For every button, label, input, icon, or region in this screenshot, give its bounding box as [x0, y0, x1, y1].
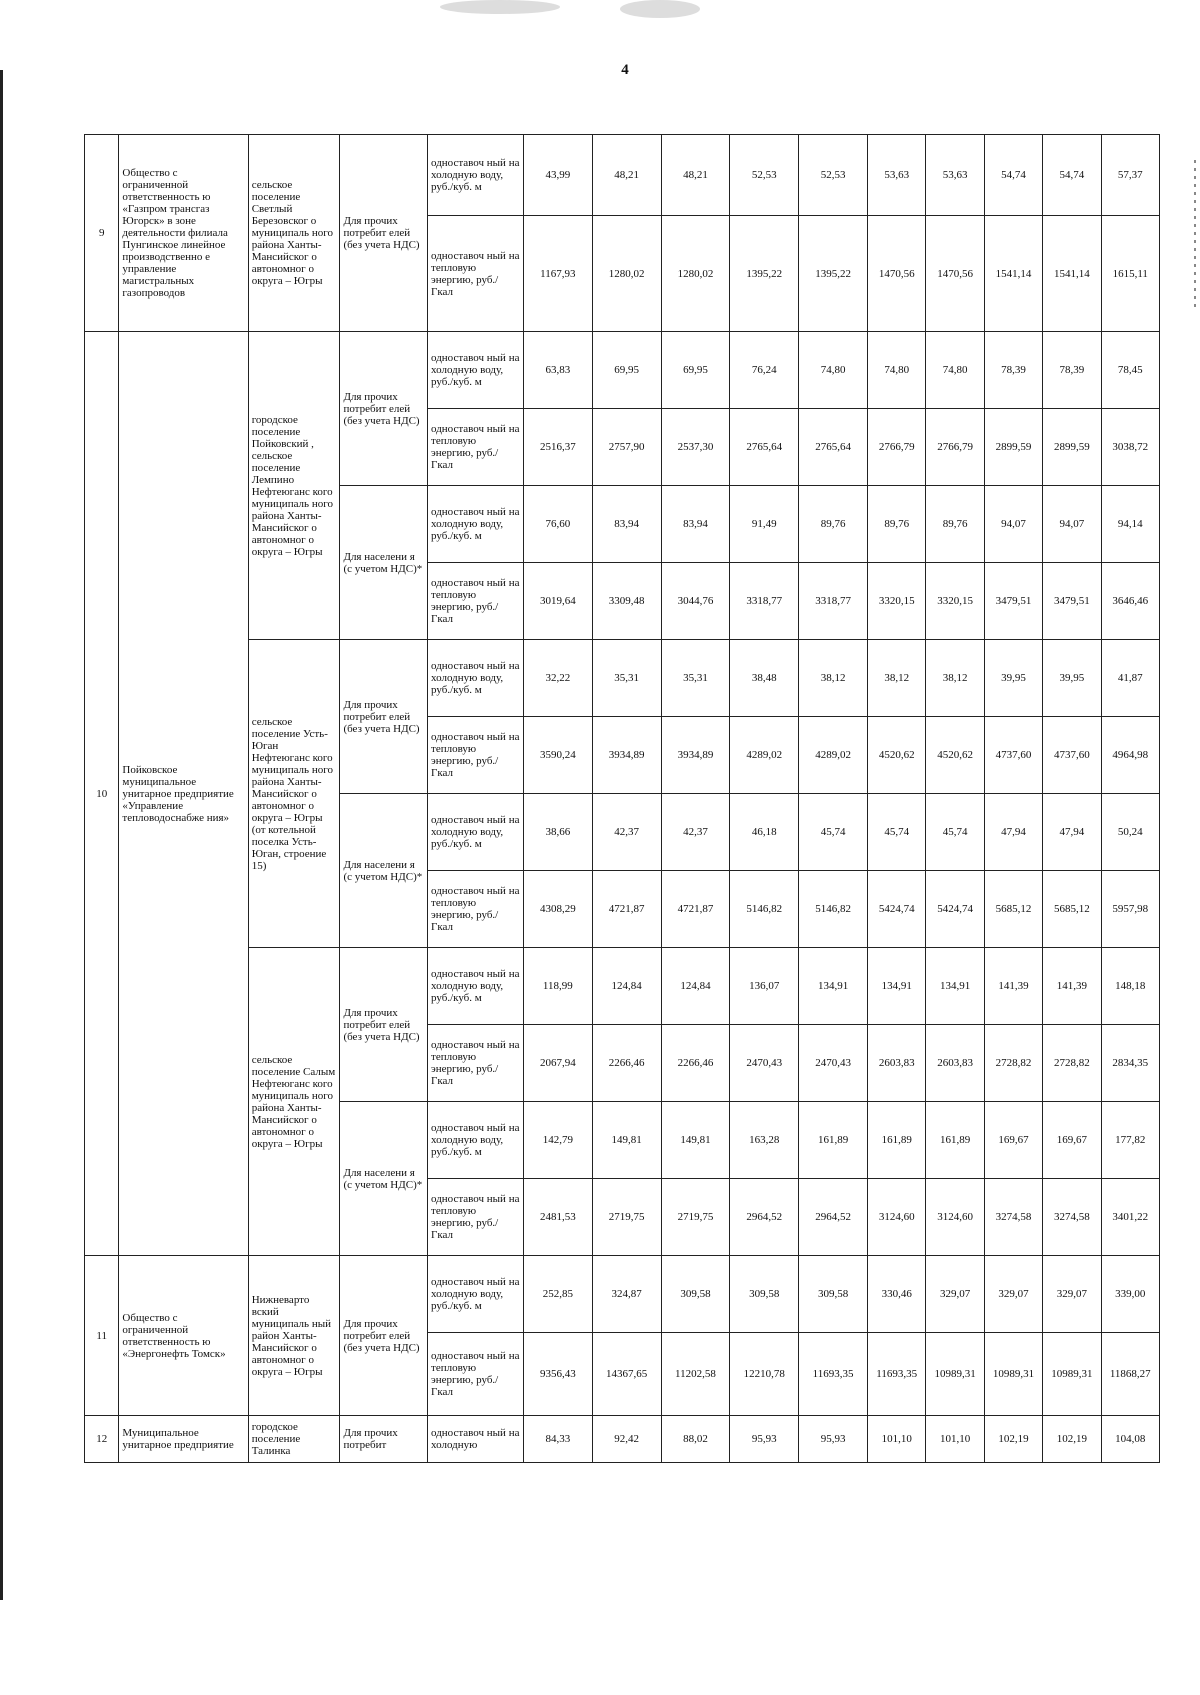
- heat-tariff-value: 4737,60: [984, 717, 1042, 794]
- water-tariff-value: 35,31: [592, 640, 661, 717]
- heat-tariff-value: 10989,31: [984, 1333, 1042, 1416]
- heat-tariff-value: 3124,60: [868, 1179, 926, 1256]
- heat-tariff-value: 1541,14: [1043, 216, 1101, 332]
- heat-tariff-value: 12210,78: [730, 1333, 799, 1416]
- territory: Нижневарто вский муниципаль ный район Ханты-Мансийског о автономног о округа – Югры: [248, 1256, 340, 1416]
- water-tariff-value: 69,95: [661, 332, 730, 409]
- heat-tariff-value: 3044,76: [661, 563, 730, 640]
- heat-tariff-value: 2603,83: [926, 1025, 984, 1102]
- heat-tariff-value: 2834,35: [1101, 1025, 1160, 1102]
- water-tariff-value: 92,42: [592, 1416, 661, 1463]
- heat-tariff-value: 3401,22: [1101, 1179, 1160, 1256]
- heat-tariff-value: 3479,51: [984, 563, 1042, 640]
- water-tariff-value: 53,63: [926, 135, 984, 216]
- water-tariff-value: 94,14: [1101, 486, 1160, 563]
- heat-tariff-value: 3124,60: [926, 1179, 984, 1256]
- water-tariff-indicator: одноставоч ный на холодную воду, руб./куб. м: [428, 135, 524, 216]
- water-tariff-value: 78,45: [1101, 332, 1160, 409]
- heat-tariff-value: 2470,43: [799, 1025, 868, 1102]
- heat-tariff-value: 3320,15: [926, 563, 984, 640]
- water-tariff-value: 95,93: [799, 1416, 868, 1463]
- water-tariff-indicator: одноставоч ный на холодную воду, руб./куб. м: [428, 486, 524, 563]
- water-tariff-value: 38,12: [926, 640, 984, 717]
- row-number: 10: [85, 332, 119, 1256]
- territory: сельское поселение Светлый Березовског о муниципаль ного района Ханты-Мансийског о автономног о округа – Югры: [248, 135, 340, 332]
- heat-tariff-value: 3479,51: [1043, 563, 1101, 640]
- consumer-group: Для прочих потребит елей (без учета НДС): [340, 332, 428, 486]
- water-tariff-value: 95,93: [730, 1416, 799, 1463]
- water-tariff-value: 124,84: [661, 948, 730, 1025]
- water-tariff-value: 104,08: [1101, 1416, 1160, 1463]
- heat-tariff-value: 3274,58: [984, 1179, 1042, 1256]
- water-tariff-value: 149,81: [592, 1102, 661, 1179]
- heat-tariff-value: 5685,12: [984, 871, 1042, 948]
- territory: сельское поселение Салым Нефтеюганс кого муниципаль ного района Ханты-Мансийског о автономног о округа – Югры: [248, 948, 340, 1256]
- water-tariff-indicator: одноставоч ный на холодную воду, руб./куб. м: [428, 948, 524, 1025]
- heat-tariff-value: 5424,74: [868, 871, 926, 948]
- water-tariff-value: 161,89: [868, 1102, 926, 1179]
- heat-tariff-indicator: одноставоч ный на тепловую энергию, руб./ Гкал: [428, 563, 524, 640]
- organization-name: Муниципальное унитарное предприятие: [119, 1416, 248, 1463]
- row-number: 9: [85, 135, 119, 332]
- water-tariff-value: 102,19: [1043, 1416, 1101, 1463]
- consumer-group: Для прочих потребит: [340, 1416, 428, 1463]
- heat-tariff-value: 11868,27: [1101, 1333, 1160, 1416]
- heat-tariff-value: 3318,77: [730, 563, 799, 640]
- consumer-group: Для прочих потребит елей (без учета НДС): [340, 1256, 428, 1416]
- tariff-table-body: [85, 135, 1160, 1463]
- heat-tariff-value: 10989,31: [1043, 1333, 1101, 1416]
- water-tariff-value: 89,76: [926, 486, 984, 563]
- consumer-group: Для прочих потребит елей (без учета НДС): [340, 135, 428, 332]
- water-tariff-value: 94,07: [1043, 486, 1101, 563]
- water-tariff-value: 101,10: [868, 1416, 926, 1463]
- water-tariff-value: 74,80: [799, 332, 868, 409]
- consumer-group: Для прочих потребит елей (без учета НДС): [340, 948, 428, 1102]
- table-row: [85, 1256, 1160, 1333]
- water-tariff-value: 330,46: [868, 1256, 926, 1333]
- heat-tariff-value: 1395,22: [730, 216, 799, 332]
- water-tariff-value: 32,22: [523, 640, 592, 717]
- water-tariff-value: 84,33: [523, 1416, 592, 1463]
- heat-tariff-value: 2067,94: [523, 1025, 592, 1102]
- heat-tariff-indicator: одноставоч ный на тепловую энергию, руб./ Гкал: [428, 717, 524, 794]
- scan-noise: [620, 0, 700, 18]
- heat-tariff-value: 2603,83: [868, 1025, 926, 1102]
- water-tariff-value: 252,85: [523, 1256, 592, 1333]
- water-tariff-value: 43,99: [523, 135, 592, 216]
- heat-tariff-value: 2766,79: [926, 409, 984, 486]
- heat-tariff-value: 5146,82: [799, 871, 868, 948]
- heat-tariff-value: 11693,35: [868, 1333, 926, 1416]
- heat-tariff-value: 1280,02: [592, 216, 661, 332]
- water-tariff-value: 89,76: [799, 486, 868, 563]
- water-tariff-indicator: одноставоч ный на холодную воду, руб./куб. м: [428, 640, 524, 717]
- water-tariff-value: 42,37: [661, 794, 730, 871]
- row-number: 12: [85, 1416, 119, 1463]
- heat-tariff-value: 5685,12: [1043, 871, 1101, 948]
- water-tariff-value: 83,94: [592, 486, 661, 563]
- water-tariff-value: 169,67: [1043, 1102, 1101, 1179]
- heat-tariff-value: 4737,60: [1043, 717, 1101, 794]
- heat-tariff-value: 2516,37: [523, 409, 592, 486]
- heat-tariff-value: 4520,62: [868, 717, 926, 794]
- water-tariff-value: 78,39: [984, 332, 1042, 409]
- water-tariff-value: 142,79: [523, 1102, 592, 1179]
- water-tariff-value: 54,74: [1043, 135, 1101, 216]
- water-tariff-value: 57,37: [1101, 135, 1160, 216]
- heat-tariff-value: 14367,65: [592, 1333, 661, 1416]
- water-tariff-value: 309,58: [799, 1256, 868, 1333]
- heat-tariff-value: 3038,72: [1101, 409, 1160, 486]
- water-tariff-value: 45,74: [926, 794, 984, 871]
- heat-tariff-indicator: одноставоч ный на тепловую энергию, руб./ Гкал: [428, 409, 524, 486]
- water-tariff-value: 169,67: [984, 1102, 1042, 1179]
- heat-tariff-value: 5957,98: [1101, 871, 1160, 948]
- water-tariff-value: 324,87: [592, 1256, 661, 1333]
- heat-tariff-value: 3318,77: [799, 563, 868, 640]
- heat-tariff-value: 4964,98: [1101, 717, 1160, 794]
- heat-tariff-value: 2266,46: [661, 1025, 730, 1102]
- heat-tariff-value: 9356,43: [523, 1333, 592, 1416]
- consumer-group: Для населени я (с учетом НДС)*: [340, 1102, 428, 1256]
- scan-margin-dashes: [1194, 160, 1196, 310]
- water-tariff-value: 118,99: [523, 948, 592, 1025]
- consumer-group: Для населени я (с учетом НДС)*: [340, 486, 428, 640]
- row-number: 11: [85, 1256, 119, 1416]
- water-tariff-value: 38,12: [868, 640, 926, 717]
- heat-tariff-value: 2719,75: [592, 1179, 661, 1256]
- heat-tariff-value: 4289,02: [799, 717, 868, 794]
- water-tariff-value: 50,24: [1101, 794, 1160, 871]
- heat-tariff-value: 3934,89: [592, 717, 661, 794]
- water-tariff-value: 53,63: [868, 135, 926, 216]
- organization-name: Пойковское муниципальное унитарное предприятие «Управление тепловодоснабже ния»: [119, 332, 248, 1256]
- water-tariff-value: 38,48: [730, 640, 799, 717]
- water-tariff-indicator: одноставоч ный на холодную воду, руб./куб. м: [428, 1102, 524, 1179]
- heat-tariff-value: 11202,58: [661, 1333, 730, 1416]
- heat-tariff-value: 2899,59: [984, 409, 1042, 486]
- heat-tariff-value: 2964,52: [799, 1179, 868, 1256]
- water-tariff-value: 47,94: [1043, 794, 1101, 871]
- water-tariff-value: 52,53: [799, 135, 868, 216]
- organization-name: Общество с ограниченной ответственность ю «Газпром трансгаз Югорск» в зоне деятельности филиала Пунгинское линейное производственно е управление магистральных газопроводов: [119, 135, 248, 332]
- heat-tariff-value: 1470,56: [868, 216, 926, 332]
- scan-margin-line: [0, 70, 3, 1600]
- water-tariff-value: 163,28: [730, 1102, 799, 1179]
- water-tariff-value: 309,58: [730, 1256, 799, 1333]
- table-row: [85, 135, 1160, 216]
- heat-tariff-value: 3274,58: [1043, 1179, 1101, 1256]
- heat-tariff-value: 3320,15: [868, 563, 926, 640]
- table-row: [85, 1416, 1160, 1463]
- heat-tariff-value: 4721,87: [592, 871, 661, 948]
- water-tariff-value: 48,21: [661, 135, 730, 216]
- heat-tariff-value: 2719,75: [661, 1179, 730, 1256]
- water-tariff-value: 42,37: [592, 794, 661, 871]
- heat-tariff-value: 4520,62: [926, 717, 984, 794]
- heat-tariff-value: 2470,43: [730, 1025, 799, 1102]
- heat-tariff-value: 11693,35: [799, 1333, 868, 1416]
- water-tariff-value: 78,39: [1043, 332, 1101, 409]
- water-tariff-value: 63,83: [523, 332, 592, 409]
- water-tariff-value: 89,76: [868, 486, 926, 563]
- heat-tariff-value: 2728,82: [984, 1025, 1042, 1102]
- water-tariff-value: 52,53: [730, 135, 799, 216]
- heat-tariff-value: 2266,46: [592, 1025, 661, 1102]
- water-tariff-value: 76,24: [730, 332, 799, 409]
- water-tariff-value: 124,84: [592, 948, 661, 1025]
- heat-tariff-value: 2765,64: [730, 409, 799, 486]
- water-tariff-value: 38,12: [799, 640, 868, 717]
- heat-tariff-value: 1615,11: [1101, 216, 1160, 332]
- water-tariff-indicator: одноставоч ный на холодную воду, руб./куб. м: [428, 794, 524, 871]
- heat-tariff-value: 5146,82: [730, 871, 799, 948]
- water-tariff-value: 48,21: [592, 135, 661, 216]
- water-tariff-value: 177,82: [1101, 1102, 1160, 1179]
- heat-tariff-value: 4289,02: [730, 717, 799, 794]
- heat-tariff-indicator: одноставоч ный на тепловую энергию, руб./ Гкал: [428, 1179, 524, 1256]
- water-tariff-value: 41,87: [1101, 640, 1160, 717]
- water-tariff-value: 141,39: [1043, 948, 1101, 1025]
- heat-tariff-value: 5424,74: [926, 871, 984, 948]
- water-tariff-value: 329,07: [984, 1256, 1042, 1333]
- water-tariff-value: 38,66: [523, 794, 592, 871]
- consumer-group: Для прочих потребит елей (без учета НДС): [340, 640, 428, 794]
- heat-tariff-value: 1167,93: [523, 216, 592, 332]
- heat-tariff-value: 1395,22: [799, 216, 868, 332]
- water-tariff-indicator: одноставоч ный на холодную: [428, 1416, 524, 1463]
- water-tariff-value: 91,49: [730, 486, 799, 563]
- heat-tariff-value: 1470,56: [926, 216, 984, 332]
- territory: городское поселение Талинка: [248, 1416, 340, 1463]
- heat-tariff-value: 2899,59: [1043, 409, 1101, 486]
- heat-tariff-value: 2537,30: [661, 409, 730, 486]
- water-tariff-value: 45,74: [799, 794, 868, 871]
- water-tariff-value: 69,95: [592, 332, 661, 409]
- water-tariff-value: 101,10: [926, 1416, 984, 1463]
- water-tariff-value: 94,07: [984, 486, 1042, 563]
- heat-tariff-value: 1541,14: [984, 216, 1042, 332]
- heat-tariff-indicator: одноставоч ный на тепловую энергию, руб./ Гкал: [428, 1333, 524, 1416]
- heat-tariff-value: 10989,31: [926, 1333, 984, 1416]
- heat-tariff-value: 1280,02: [661, 216, 730, 332]
- water-tariff-indicator: одноставоч ный на холодную воду, руб./куб. м: [428, 332, 524, 409]
- water-tariff-value: 47,94: [984, 794, 1042, 871]
- water-tariff-value: 39,95: [1043, 640, 1101, 717]
- territory: сельское поселение Усть-Юган Нефтеюганс кого муниципаль ного района Ханты-Мансийског о автономног о округа – Югры (от котельной поселка Усть-Юган, строение 15): [248, 640, 340, 948]
- heat-tariff-value: 3309,48: [592, 563, 661, 640]
- page-number: 4: [621, 62, 629, 78]
- water-tariff-value: 74,80: [868, 332, 926, 409]
- water-tariff-value: 39,95: [984, 640, 1042, 717]
- water-tariff-value: 88,02: [661, 1416, 730, 1463]
- water-tariff-value: 76,60: [523, 486, 592, 563]
- water-tariff-indicator: одноставоч ный на холодную воду, руб./куб. м: [428, 1256, 524, 1333]
- water-tariff-value: 35,31: [661, 640, 730, 717]
- heat-tariff-value: 3646,46: [1101, 563, 1160, 640]
- water-tariff-value: 74,80: [926, 332, 984, 409]
- heat-tariff-value: 4721,87: [661, 871, 730, 948]
- water-tariff-value: 83,94: [661, 486, 730, 563]
- heat-tariff-value: 3019,64: [523, 563, 592, 640]
- heat-tariff-value: 3934,89: [661, 717, 730, 794]
- water-tariff-value: 309,58: [661, 1256, 730, 1333]
- water-tariff-value: 136,07: [730, 948, 799, 1025]
- water-tariff-value: 161,89: [926, 1102, 984, 1179]
- tariff-table: [84, 134, 1160, 1463]
- heat-tariff-value: 4308,29: [523, 871, 592, 948]
- heat-tariff-value: 2728,82: [1043, 1025, 1101, 1102]
- water-tariff-value: 134,91: [926, 948, 984, 1025]
- water-tariff-value: 329,07: [1043, 1256, 1101, 1333]
- heat-tariff-value: 2765,64: [799, 409, 868, 486]
- heat-tariff-value: 2757,90: [592, 409, 661, 486]
- heat-tariff-value: 2766,79: [868, 409, 926, 486]
- heat-tariff-indicator: одноставоч ный на тепловую энергию, руб./ Гкал: [428, 871, 524, 948]
- water-tariff-value: 329,07: [926, 1256, 984, 1333]
- table-row: [85, 332, 1160, 409]
- water-tariff-value: 134,91: [799, 948, 868, 1025]
- water-tariff-value: 45,74: [868, 794, 926, 871]
- territory: городское поселение Пойковский , сельское поселение Лемпино Нефтеюганс кого муниципаль ного района Ханты-Мансийског о автономног о округа – Югры: [248, 332, 340, 640]
- scan-noise: [440, 0, 560, 14]
- water-tariff-value: 161,89: [799, 1102, 868, 1179]
- heat-tariff-value: 2964,52: [730, 1179, 799, 1256]
- organization-name: Общество с ограниченной ответственность ю «Энергонефть Томск»: [119, 1256, 248, 1416]
- water-tariff-value: 102,19: [984, 1416, 1042, 1463]
- consumer-group: Для населени я (с учетом НДС)*: [340, 794, 428, 948]
- water-tariff-value: 134,91: [868, 948, 926, 1025]
- water-tariff-value: 148,18: [1101, 948, 1160, 1025]
- water-tariff-value: 141,39: [984, 948, 1042, 1025]
- heat-tariff-indicator: одноставоч ный на тепловую энергию, руб./ Гкал: [428, 1025, 524, 1102]
- heat-tariff-value: 2481,53: [523, 1179, 592, 1256]
- water-tariff-value: 54,74: [984, 135, 1042, 216]
- heat-tariff-value: 3590,24: [523, 717, 592, 794]
- heat-tariff-indicator: одноставоч ный на тепловую энергию, руб./ Гкал: [428, 216, 524, 332]
- water-tariff-value: 46,18: [730, 794, 799, 871]
- water-tariff-value: 149,81: [661, 1102, 730, 1179]
- water-tariff-value: 339,00: [1101, 1256, 1160, 1333]
